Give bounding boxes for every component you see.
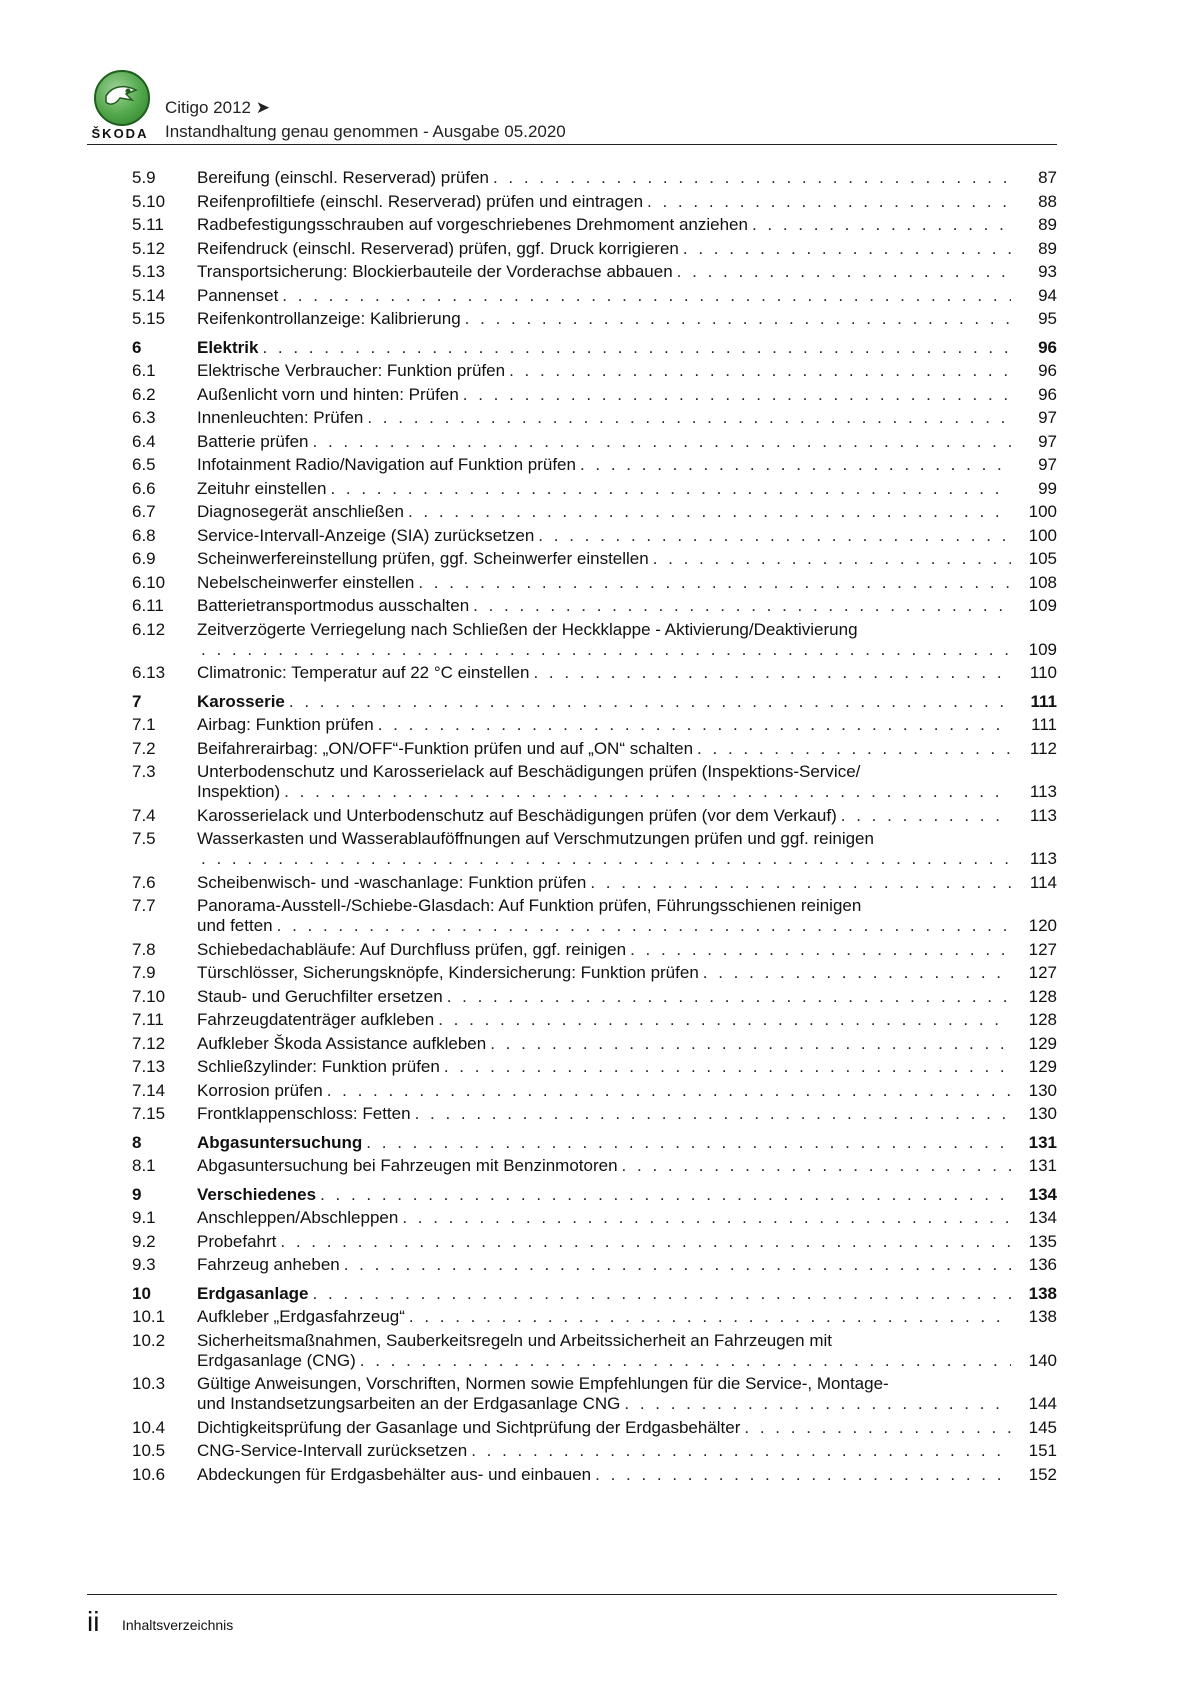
dot-leader [703, 963, 1011, 983]
toc-number: 6.6 [132, 478, 156, 498]
toc-number: 7.1 [132, 715, 156, 734]
toc-page-number: 96 [1038, 361, 1057, 380]
toc-page-number: 134 [1028, 1208, 1057, 1227]
footer-rule [87, 1594, 1057, 1595]
toc-title: Staub- und Geruchfilter ersetzen [197, 986, 443, 1006]
toc-entry[interactable] [132, 262, 1057, 282]
toc-number: 10 [132, 1283, 151, 1303]
toc-title: Abgasuntersuchung [197, 1132, 363, 1152]
toc-page-number: 97 [1038, 455, 1057, 474]
toc-number: 7.9 [132, 963, 156, 982]
toc-number: 5.15 [132, 309, 166, 328]
dot-leader [533, 663, 1011, 683]
toc-page-number: 130 [1028, 1080, 1057, 1100]
toc-page-number: 120 [1028, 916, 1057, 935]
toc-page-number: 88 [1038, 191, 1057, 211]
toc-page-number: 140 [1028, 1350, 1057, 1370]
dot-leader [408, 502, 1011, 522]
dot-leader [201, 640, 1011, 660]
toc-number: 6.5 [132, 455, 156, 474]
dot-leader [444, 1057, 1011, 1077]
toc-number: 9.1 [132, 1208, 156, 1227]
toc-entry[interactable] [132, 663, 1057, 683]
toc-entry[interactable] [132, 1374, 1057, 1414]
toc-entry[interactable] [132, 1418, 1057, 1438]
dot-leader [313, 1284, 1012, 1304]
toc-entry[interactable] [132, 987, 1057, 1007]
toc-title: Schiebedachabläufe: Auf Durchfluss prüfen, ggf. reinigen [197, 939, 627, 959]
skoda-winged-arrow-icon [94, 70, 150, 126]
toc-entry[interactable] [132, 1307, 1057, 1327]
toc-number: 5.10 [132, 191, 166, 211]
toc-entry[interactable] [132, 1104, 1057, 1124]
toc-title: Scheibenwisch- und -waschanlage: Funktion prüfen [197, 872, 587, 892]
toc-page-number: 112 [1029, 738, 1057, 758]
toc-number: 6.1 [132, 361, 156, 380]
dot-leader [841, 806, 1011, 826]
footer-label: Inhaltsverzeichnis [122, 1617, 234, 1633]
header-model: Citigo 2012 ➤ [165, 98, 270, 117]
toc-entry[interactable] [132, 1441, 1057, 1461]
dot-leader [493, 168, 1011, 188]
toc-title: Beifahrerairbag: „ON/OFF“-Funktion prüfen und auf „ON“ schalten [197, 738, 694, 758]
toc-entry[interactable] [132, 1156, 1057, 1176]
toc-page-number: 127 [1028, 939, 1057, 959]
toc-title: Panorama-Ausstell-/Schiebe-Glasdach: Auf Funktion prüfen, Führungsschienen reinigen [197, 896, 862, 915]
toc-number: 5.13 [132, 262, 166, 281]
toc-title: Außenlicht vorn und hinten: Prüfen [197, 384, 459, 404]
toc-page-number: 113 [1029, 782, 1057, 801]
toc-title: Radbefestigungsschrauben auf vorgeschriebenes Drehmoment anziehen [197, 215, 748, 234]
toc-page-number: 89 [1038, 238, 1057, 258]
dot-leader [282, 286, 1011, 306]
toc-page-number: 127 [1028, 963, 1057, 982]
dot-leader [471, 1441, 1011, 1461]
toc-number: 6.10 [132, 572, 166, 592]
toc-title: Anschleppen/Abschleppen [197, 1208, 399, 1227]
toc-entry[interactable] [132, 479, 1057, 499]
page-number: ii [87, 1606, 100, 1637]
toc-entry[interactable] [132, 1034, 1057, 1054]
dot-leader [647, 192, 1011, 212]
toc-page-number: 100 [1028, 525, 1057, 545]
toc-chapter[interactable] [132, 1284, 1057, 1304]
toc-page-number: 113 [1029, 805, 1057, 825]
dot-leader [367, 408, 1011, 428]
toc-number: 6 [132, 337, 142, 357]
toc-entry[interactable] [132, 309, 1057, 329]
dot-leader [409, 1307, 1011, 1327]
toc-title: Reifenkontrollanzeige: Kalibrierung [197, 309, 461, 328]
toc-page-number: 135 [1028, 1231, 1057, 1251]
toc-page-number: 87 [1038, 168, 1057, 187]
dot-leader [490, 1034, 1011, 1054]
toc-page-number: 128 [1028, 1010, 1057, 1029]
toc-entry[interactable] [132, 1208, 1057, 1228]
toc-page-number: 144 [1028, 1394, 1057, 1413]
toc-chapter[interactable] [132, 692, 1057, 712]
toc-entry[interactable] [132, 1010, 1057, 1030]
toc-page-number: 95 [1038, 309, 1057, 328]
toc-page-number: 93 [1038, 262, 1057, 281]
header-rule [87, 144, 1057, 145]
toc-title: Zeituhr einstellen [197, 478, 327, 498]
toc-page-number: 138 [1028, 1283, 1057, 1303]
toc-number: 7.10 [132, 986, 166, 1006]
toc-entry[interactable] [132, 762, 1057, 802]
toc-entry[interactable] [132, 1331, 1057, 1371]
toc-entry[interactable] [132, 502, 1057, 522]
dot-leader [509, 361, 1011, 381]
toc-entry[interactable] [132, 715, 1057, 735]
toc-entry[interactable] [132, 573, 1057, 593]
dot-leader [378, 715, 1011, 735]
dot-leader [327, 1081, 1011, 1101]
toc-page-number: 97 [1038, 408, 1057, 427]
toc-page-number: 128 [1028, 986, 1057, 1006]
dot-leader [624, 1394, 1011, 1414]
toc-chapter[interactable] [132, 1185, 1057, 1205]
toc-number: 7.5 [132, 829, 156, 848]
toc-number: 5.11 [132, 215, 164, 234]
toc-chapter[interactable] [132, 338, 1057, 358]
toc-title: Bereifung (einschl. Reserverad) prüfen [197, 168, 489, 187]
toc-entry[interactable] [132, 739, 1057, 759]
toc-entry[interactable] [132, 1081, 1057, 1101]
toc-number: 5.12 [132, 238, 166, 258]
toc-number: 7.7 [132, 896, 156, 915]
toc-title: Unterbodenschutz und Karosserielack auf Beschädigungen prüfen (Inspektions-Service/ [197, 762, 861, 781]
toc-entry[interactable] [132, 239, 1057, 259]
dot-leader [277, 916, 1011, 936]
toc-page-number: 97 [1038, 431, 1057, 451]
dot-leader [330, 479, 1011, 499]
toc-title: Climatronic: Temperatur auf 22 °C einstellen [197, 663, 530, 682]
toc-number: 6.2 [132, 384, 156, 404]
toc-title: Erdgasanlage [197, 1283, 309, 1303]
dot-leader [201, 849, 1011, 869]
toc-number: 7.11 [132, 1010, 164, 1029]
toc-number: 7.14 [132, 1080, 166, 1100]
toc-entry[interactable] [132, 455, 1057, 475]
toc-entry[interactable] [132, 596, 1057, 616]
toc-number: 6.9 [132, 549, 156, 568]
toc-title: Verschiedenes [197, 1184, 317, 1204]
toc-page-number: 145 [1028, 1417, 1057, 1437]
toc-title: Service-Intervall-Anzeige (SIA) zurücksetzen [197, 525, 535, 545]
toc-title: Inspektion) [197, 782, 281, 801]
toc-title: Probefahrt [197, 1231, 277, 1251]
toc-title: Batterie prüfen [197, 431, 309, 451]
toc-number: 7.8 [132, 939, 156, 959]
dot-leader [284, 782, 1011, 802]
toc-title: Karosserie [197, 691, 285, 711]
toc-entry[interactable] [132, 829, 1057, 869]
toc-title: und fetten [197, 916, 273, 935]
toc-page-number: 111 [1030, 691, 1057, 711]
toc-page-number: 109 [1028, 596, 1057, 615]
toc-title: Nebelscheinwerfer einstellen [197, 572, 415, 592]
toc-page-number: 110 [1029, 663, 1057, 682]
dot-leader [344, 1255, 1011, 1275]
dot-leader [744, 1418, 1011, 1438]
toc-number: 6.4 [132, 431, 156, 451]
toc-number: 7.15 [132, 1104, 166, 1123]
toc-title: Gültige Anweisungen, Vorschriften, Normen sowie Empfehlungen für die Service-, Montage- [197, 1374, 889, 1393]
toc-title: Elektrik [197, 337, 259, 357]
toc-page-number: 96 [1038, 384, 1057, 404]
toc-number: 10.1 [132, 1307, 166, 1326]
toc-title: Dichtigkeitsprüfung der Gasanlage und Sichtprüfung der Erdgasbehälter [197, 1417, 741, 1437]
toc-entry[interactable] [132, 526, 1057, 546]
toc-title: Abdeckungen für Erdgasbehälter aus- und einbauen [197, 1464, 592, 1484]
toc-page-number: 109 [1028, 639, 1057, 659]
toc-number: 7.3 [132, 762, 156, 781]
toc-entry[interactable] [132, 1057, 1057, 1077]
toc-title: Zeitverzögerte Verriegelung nach Schließen der Heckklappe - Aktivierung/Deaktivierung [197, 619, 858, 639]
toc-number: 10.6 [132, 1464, 166, 1484]
toc-number: 6.3 [132, 408, 156, 427]
dot-leader [280, 1232, 1011, 1252]
toc-page-number: 100 [1028, 502, 1057, 521]
toc-title: Wasserkasten und Wasserablauföffnungen auf Verschmutzungen prüfen und ggf. reinigen [197, 829, 874, 848]
toc-page-number: 111 [1031, 715, 1057, 734]
dot-leader [538, 526, 1011, 546]
toc-entry[interactable] [132, 549, 1057, 569]
toc-page-number: 108 [1028, 572, 1057, 592]
dot-leader [677, 262, 1011, 282]
toc-number: 7.6 [132, 872, 156, 892]
dot-leader [418, 573, 1011, 593]
toc-title: Pannenset [197, 285, 279, 305]
toc-title: Scheinwerfereinstellung prüfen, ggf. Scheinwerfer einstellen [197, 549, 649, 568]
skoda-logo [87, 70, 151, 144]
toc-number: 10.5 [132, 1441, 166, 1460]
toc-page-number: 152 [1028, 1464, 1057, 1484]
dot-leader [683, 239, 1011, 259]
toc-page-number: 131 [1028, 1156, 1057, 1175]
toc-number: 8 [132, 1132, 142, 1152]
toc-title: Schließzylinder: Funktion prüfen [197, 1057, 440, 1076]
brand-wordmark: ŠKODA [91, 126, 149, 141]
toc-entry[interactable] [132, 1232, 1057, 1252]
toc-entry[interactable] [132, 192, 1057, 212]
toc-page-number: 130 [1028, 1104, 1057, 1123]
toc-page-number: 105 [1028, 549, 1057, 568]
toc-page-number: 134 [1028, 1184, 1057, 1204]
dot-leader [438, 1010, 1011, 1030]
toc-title: und Instandsetzungsarbeiten an der Erdgasanlage CNG [197, 1394, 621, 1413]
toc-title: Transportsicherung: Blockierbauteile der Vorderachse abbauen [197, 262, 673, 281]
toc-page-number: 113 [1029, 849, 1057, 868]
toc-number: 7 [132, 691, 142, 711]
toc-entry[interactable] [132, 361, 1057, 381]
dot-leader [622, 1156, 1011, 1176]
dot-leader [366, 1133, 1011, 1153]
toc-page-number: 151 [1028, 1441, 1057, 1460]
toc-page-number: 89 [1038, 215, 1057, 234]
toc-entry[interactable] [132, 408, 1057, 428]
toc-number: 5.14 [132, 285, 166, 305]
toc-page-number: 129 [1028, 1057, 1057, 1076]
toc-title: CNG-Service-Intervall zurücksetzen [197, 1441, 468, 1460]
toc-title: Erdgasanlage (CNG) [197, 1350, 356, 1370]
toc-number: 5.9 [132, 168, 156, 187]
toc-title: Airbag: Funktion prüfen [197, 715, 374, 734]
toc-title: Fahrzeug anheben [197, 1255, 340, 1274]
toc-entry[interactable] [132, 940, 1057, 960]
toc-number: 8.1 [132, 1156, 156, 1175]
toc-entry[interactable] [132, 806, 1057, 826]
dot-leader [465, 309, 1011, 329]
dot-leader [262, 338, 1011, 358]
dot-leader [752, 215, 1011, 235]
dot-leader [653, 549, 1011, 569]
toc-number: 9.3 [132, 1255, 156, 1274]
toc-page-number: 94 [1038, 285, 1057, 305]
toc-page-number: 96 [1038, 337, 1057, 357]
toc-title: Diagnosegerät anschließen [197, 502, 404, 521]
toc-number: 6.12 [132, 619, 166, 639]
toc-number: 10.2 [132, 1330, 166, 1350]
toc-title: Türschlösser, Sicherungsknöpfe, Kindersicherung: Funktion prüfen [197, 963, 699, 982]
dot-leader [630, 940, 1011, 960]
toc-entry[interactable] [132, 286, 1057, 306]
toc-title: Aufkleber „Erdgasfahrzeug“ [197, 1307, 405, 1326]
toc-number: 7.12 [132, 1033, 166, 1053]
toc-page-number: 131 [1028, 1132, 1057, 1152]
toc-title: Reifenprofiltiefe (einschl. Reserverad) prüfen und eintragen [197, 191, 644, 211]
toc-number: 7.13 [132, 1057, 166, 1076]
toc-title: Karosserielack und Unterbodenschutz auf Beschädigungen prüfen (vor dem Verkauf) [197, 805, 837, 825]
toc-chapter[interactable] [132, 1133, 1057, 1153]
toc-entry[interactable] [132, 873, 1057, 893]
toc-entry[interactable] [132, 620, 1057, 660]
toc-entry[interactable] [132, 385, 1057, 405]
dot-leader [473, 596, 1011, 616]
toc-number: 9.2 [132, 1231, 156, 1251]
dot-leader [595, 1465, 1011, 1485]
toc-page-number: 136 [1028, 1255, 1057, 1274]
toc-title: Frontklappenschloss: Fetten [197, 1104, 411, 1123]
toc-page-number: 114 [1029, 872, 1057, 892]
toc-entry[interactable] [132, 1465, 1057, 1485]
dot-leader [580, 455, 1011, 475]
toc-title: Infotainment Radio/Navigation auf Funktion prüfen [197, 455, 576, 474]
dot-leader [289, 692, 1011, 712]
toc-page-number: 99 [1038, 478, 1057, 498]
toc-title: Innenleuchten: Prüfen [197, 408, 364, 427]
toc-page-number: 138 [1028, 1307, 1057, 1326]
dot-leader [697, 739, 1011, 759]
dot-leader [463, 385, 1011, 405]
toc-number: 6.13 [132, 663, 166, 682]
toc-number: 6.11 [132, 596, 164, 615]
toc-title: Sicherheitsmaßnahmen, Sauberkeitsregeln und Arbeitssicherheit an Fahrzeugen mit [197, 1330, 833, 1350]
dot-leader [447, 987, 1011, 1007]
toc-title: Korrosion prüfen [197, 1080, 323, 1100]
toc-entry[interactable] [132, 1255, 1057, 1275]
dot-leader [313, 432, 1011, 452]
toc-number: 6.8 [132, 525, 156, 545]
toc-title: Elektrische Verbraucher: Funktion prüfen [197, 361, 506, 380]
dot-leader [415, 1104, 1011, 1124]
toc-number: 10.3 [132, 1374, 166, 1393]
toc-number: 9 [132, 1184, 142, 1204]
toc-number: 10.4 [132, 1417, 166, 1437]
toc-title: Fahrzeugdatenträger aufkleben [197, 1010, 435, 1029]
toc-number: 6.7 [132, 502, 156, 521]
toc-title: Abgasuntersuchung bei Fahrzeugen mit Benzinmotoren [197, 1156, 618, 1175]
dot-leader [402, 1208, 1011, 1228]
toc-entry[interactable] [132, 963, 1057, 983]
dot-leader [360, 1351, 1011, 1371]
toc-title: Batterietransportmodus ausschalten [197, 596, 470, 615]
dot-leader [590, 873, 1011, 893]
toc-entry[interactable] [132, 168, 1057, 188]
toc-entry[interactable] [132, 432, 1057, 452]
toc-number: 7.4 [132, 805, 156, 825]
header-title: Instandhaltung genau genommen - Ausgabe 05.2020 [165, 122, 566, 141]
toc-entry[interactable] [132, 215, 1057, 235]
toc-page-number: 129 [1028, 1033, 1057, 1053]
dot-leader [320, 1185, 1011, 1205]
toc-number: 7.2 [132, 738, 156, 758]
toc-entry[interactable] [132, 896, 1057, 936]
toc-title: Reifendruck (einschl. Reserverad) prüfen, ggf. Druck korrigieren [197, 238, 679, 258]
toc-title: Aufkleber Škoda Assistance aufkleben [197, 1033, 487, 1053]
